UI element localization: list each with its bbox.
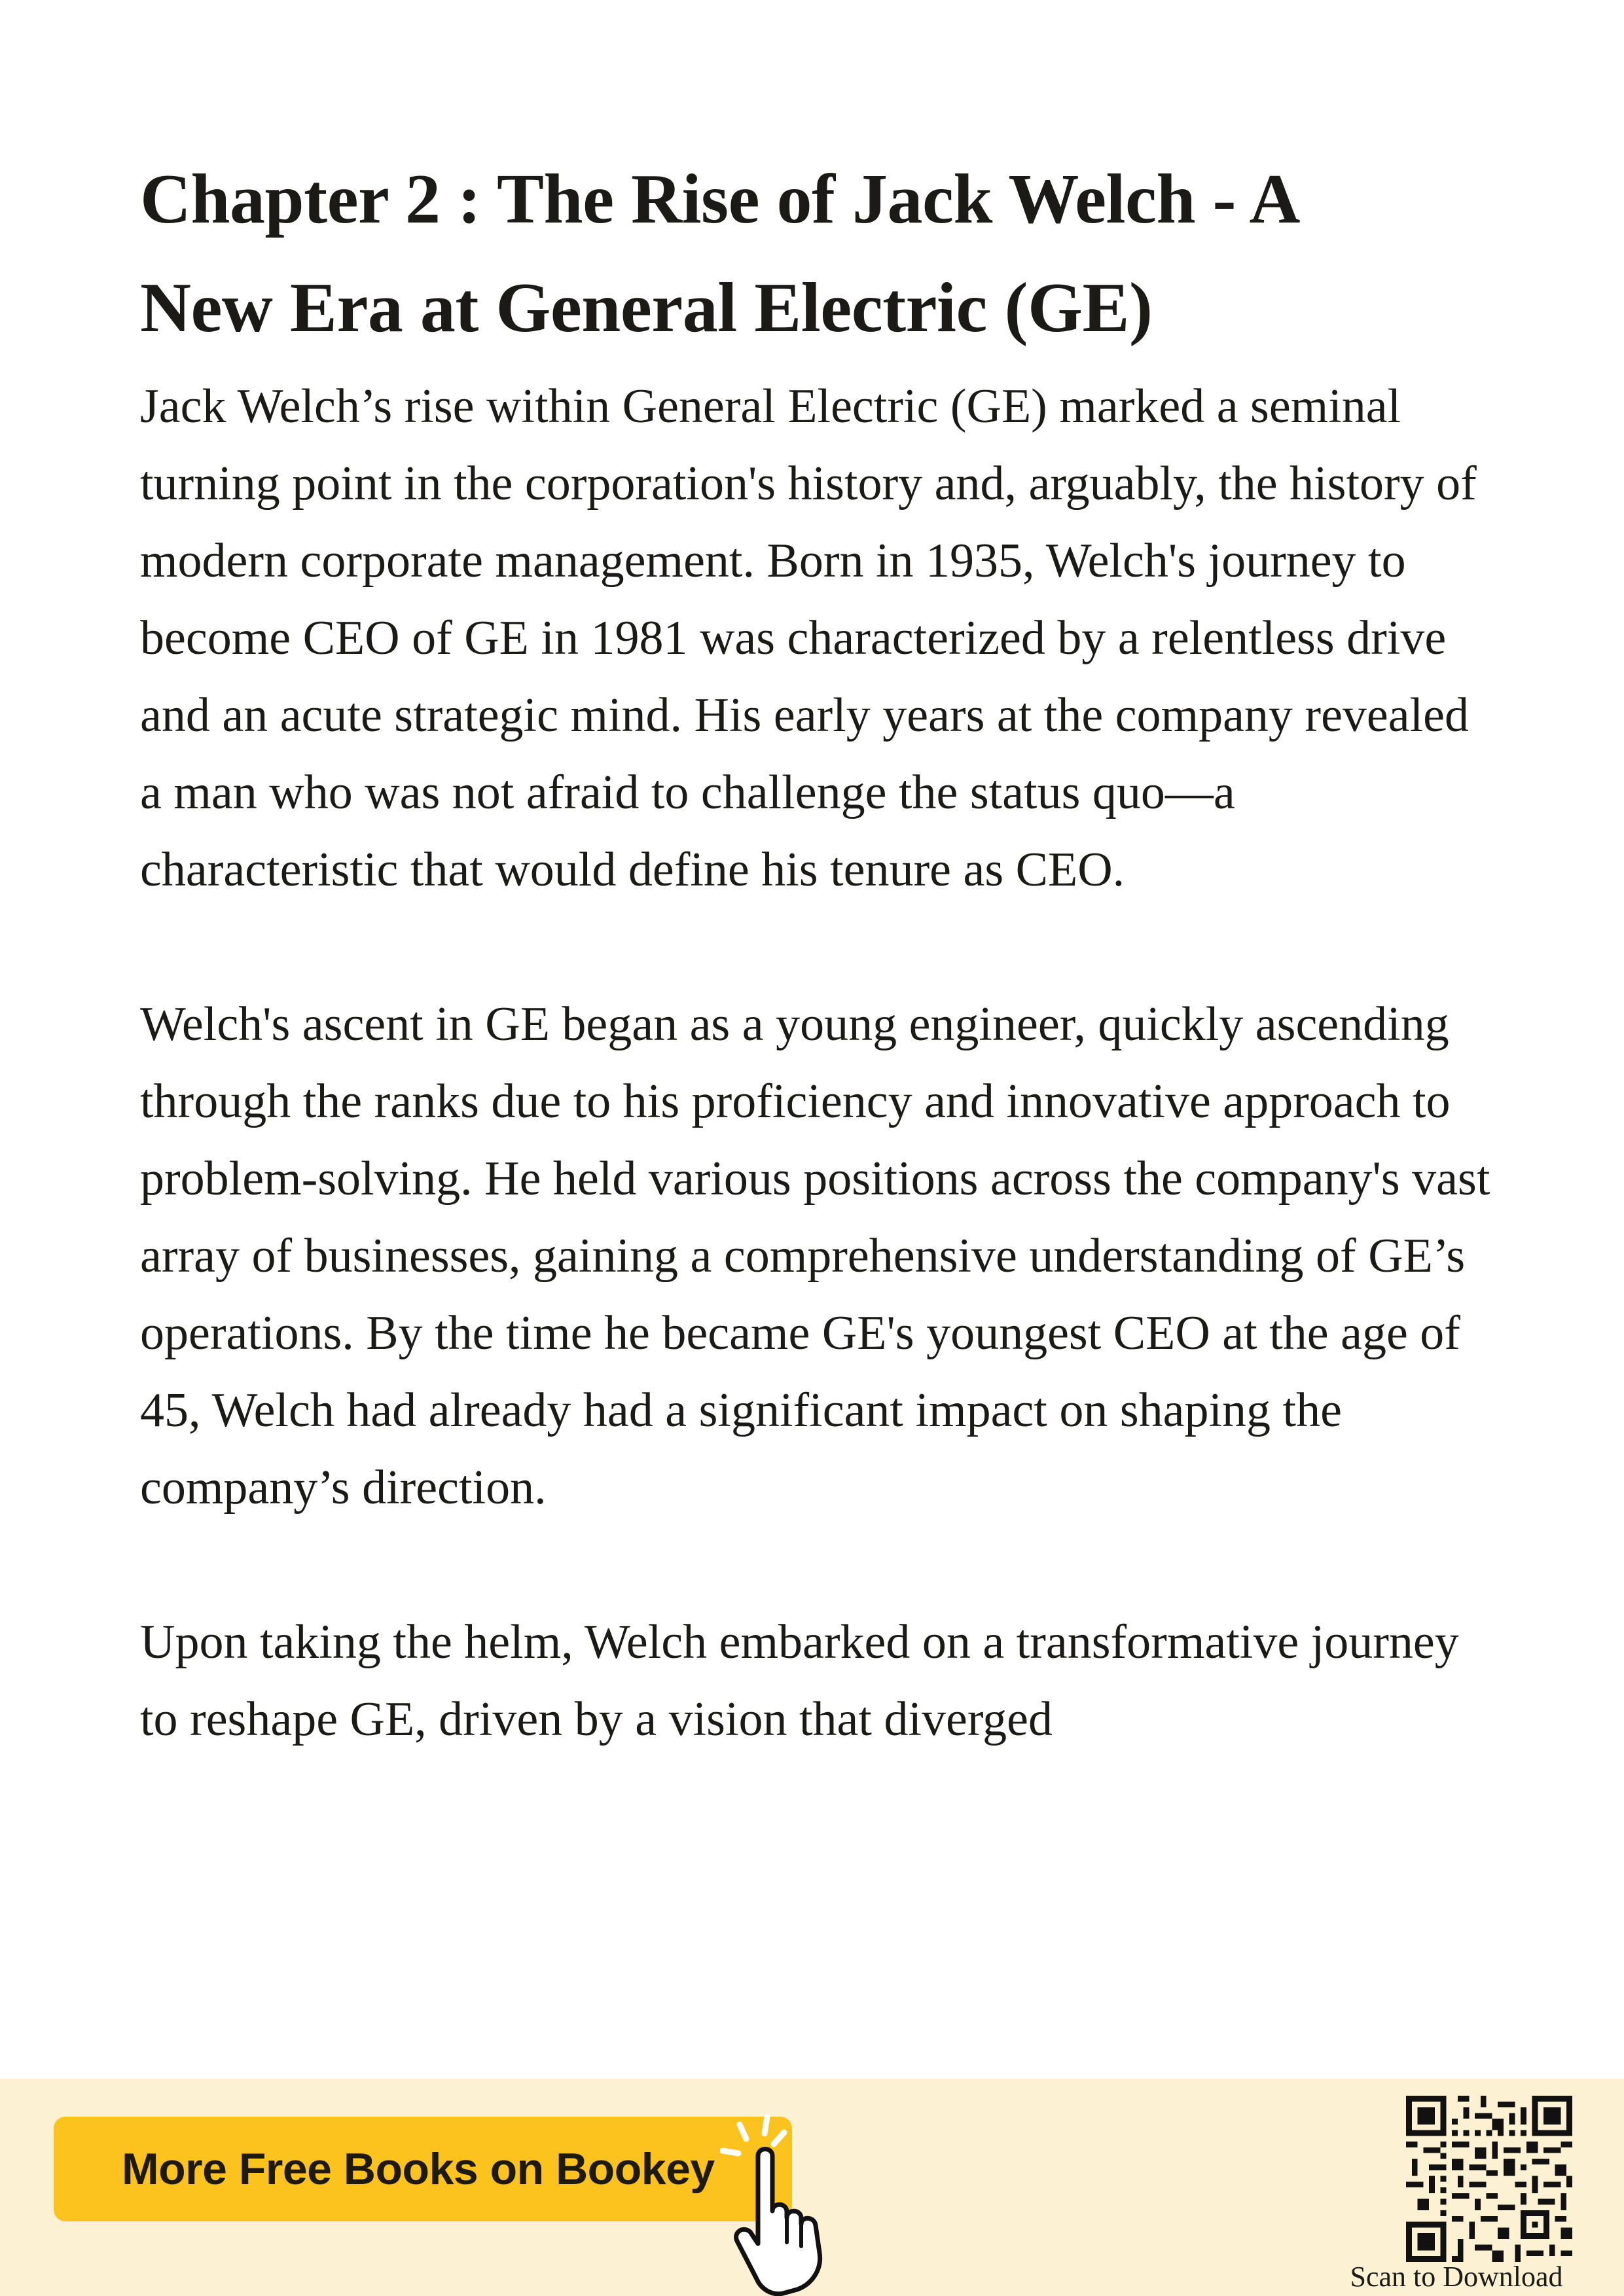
paragraph-spacer xyxy=(140,908,1502,986)
footer-band xyxy=(0,2079,1624,2296)
page-content xyxy=(140,145,1502,1758)
title-spacer xyxy=(140,363,1502,368)
chapter-title xyxy=(140,145,1502,363)
body-paragraph-3: Upon taking the helm, Welch embarked on a transformative journey to reshape GE, driven by a vision that diverged xyxy=(140,1615,1459,1746)
paragraph-spacer xyxy=(140,1526,1502,1604)
more-free-books-label: More Free Books on Bookey xyxy=(122,2144,715,2194)
body-paragraph-2: Welch's ascent in GE began as a young engineer, quickly ascending through the ranks due to his proficiency and innovative approach to problem-solving. He held various positions across the company's vast array of businesses, gaining a comprehensive understanding of GE’s operations. By the time he became GE's youngest CEO at the age of 45, Welch had already had a significant impact on shaping the company’s direction. xyxy=(140,997,1490,1515)
pointing-hand-icon xyxy=(720,2113,877,2296)
qr-code[interactable] xyxy=(1406,2096,1572,2262)
qr-caption: Scan to Download xyxy=(1350,2261,1563,2293)
body-paragraph-1: Jack Welch’s rise within General Electric (GE) marked a seminal turning point in the corporation's history and, arguably, the history of modern corporate management. Born in 1935, Welch's journey to become CEO of GE in 1981 was characterized by a relentless drive and an acute strategic mind. His early years at the company revealed a man who was not afraid to challenge the status quo—a characteristic that would define his tenure as CEO. xyxy=(140,380,1477,897)
chapter-title-line-2: New Era at General Electric (GE) xyxy=(140,269,1153,347)
chapter-title-line-1: Chapter 2 : The Rise of Jack Welch - A xyxy=(140,160,1301,238)
more-free-books-button[interactable] xyxy=(54,2117,792,2221)
